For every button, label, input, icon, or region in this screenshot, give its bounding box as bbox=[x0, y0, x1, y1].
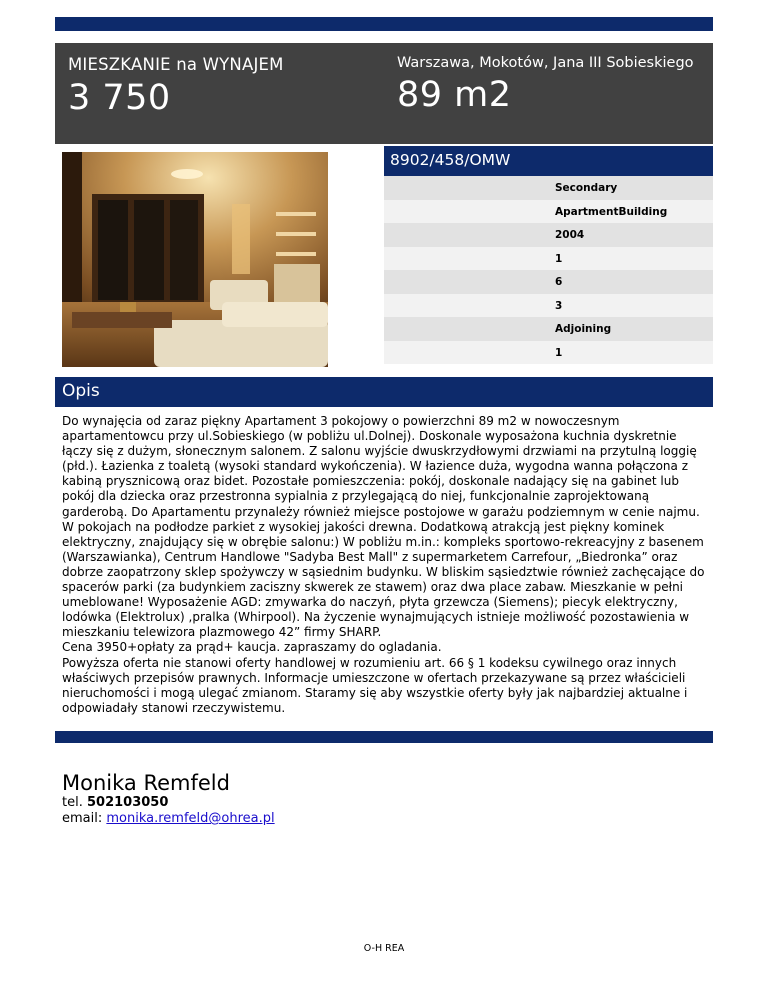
agent-phone: 502103050 bbox=[86, 795, 169, 810]
description-heading: Opis bbox=[62, 381, 100, 401]
reference-bar bbox=[384, 146, 713, 176]
listing-area: 89 m2 bbox=[397, 75, 512, 115]
listing-header bbox=[55, 43, 713, 144]
agent-name: Monika Remfeld bbox=[62, 771, 230, 795]
agent-email-link[interactable]: monika.remfeld@ohrea.pl bbox=[106, 811, 275, 826]
property-value: ApartmentBuilding bbox=[555, 205, 668, 218]
description-header bbox=[55, 377, 713, 407]
property-value: 3 bbox=[555, 299, 563, 312]
property-value: Adjoining bbox=[555, 323, 612, 335]
listing-price: 3 750 bbox=[68, 78, 171, 118]
property-row bbox=[384, 200, 713, 224]
property-table bbox=[384, 176, 713, 364]
agent-email-line bbox=[62, 811, 275, 827]
property-row bbox=[384, 317, 713, 341]
property-row bbox=[384, 247, 713, 271]
description-text bbox=[62, 414, 707, 716]
phone-label: tel. bbox=[62, 795, 83, 810]
property-row bbox=[384, 223, 713, 247]
property-value: Secondary bbox=[555, 182, 618, 194]
property-value: 1 bbox=[555, 252, 563, 265]
property-row bbox=[384, 176, 713, 200]
property-row bbox=[384, 341, 713, 365]
bottom-banner-bar bbox=[55, 731, 713, 743]
email-label: email: bbox=[62, 811, 103, 826]
description-paragraph: Do wynajęcia od zaraz piękny Apartament 3 pokojowy o powierzchni 89 m2 w nowoczesnym apartamentowcu przy ul.Sobieskiego (w pobliżu ul.Dolnej). Doskonale wyposażona kuchnia dyskretnie łączy się z dużym, słonecznym salonem. Z salonu wyjście dwuskrzydłowymi drzwiami na przytulną loggię (płd.). Łazienka z toaletą (wysoki standard wykończenia). W łazience duża, wygodna wanna połączona z kabiną prysznicową oraz bidet. Pozostałe pomieszczenia: pokój, doskonale nadający się na gabinet lub pokój dla dziecka oraz przestronna sypialnia z przylegającą do niej, funkcjonalnie zaprojektowaną garderobą. Do Apartamentu przynależy również miejsce postojowe w garażu podziemnym w cenie najmu. W pokojach na podłodze parkiet z wysokiej jakości drewna. Dodatkową atrakcją jest piękny kominek elektryczny, znajdujący się w obrębie salonu:) W pobliżu m.in.: kompleks sportowo-rekreacyjny z basenem (Warszawianka), Centrum Handlowe "Sadyba Best Mall" z supermarketem Carrefour, „Biedronka” oraz dobrze zaopatrzony sklep spożywczy w sąsiednim budynku. W bliskim sąsiedztwie również zachęcające do spacerów parki (za budynkiem zaciszny skwerek ze stawem) oraz dwa place zabaw. Mieszkanie w pełni umeblowane! Wyposażenie AGD: zmywarka do naczyń, płyta grzewcza (Siemens); piecyk elektryczny, lodówka (Elektrolux) ,pralka (Whirpool). Na życzenie wynajmujących istnieje możliwość pozostawienia w mieszkaniu telewizora plazmowego 42” firmy SHARP. bbox=[62, 414, 705, 640]
description-paragraph: Powyższa oferta nie stanowi oferty handlowej w rozumieniu art. 66 § 1 kodeksu cywilnego oraz innych właściwych przepisów prawnych. Informacje umieszczone w ofertach przekazywane są przez właścicieli nieruchomości i mogą ulegać zmianom. Staramy się aby wszystkie oferty były jak najbardziej aktualne i odpowiadały stanowi rzeczywistemu. bbox=[62, 655, 688, 715]
property-row bbox=[384, 294, 713, 318]
listing-location: Warszawa, Mokotów, Jana III Sobieskiego bbox=[397, 55, 694, 71]
listing-reference: 8902/458/OMW bbox=[390, 151, 511, 169]
property-value: 6 bbox=[555, 276, 563, 288]
top-banner-bar bbox=[55, 17, 713, 31]
apartment-photo bbox=[62, 152, 328, 367]
property-value: 2004 bbox=[555, 229, 585, 241]
description-paragraph: Cena 3950+opłaty za prąd+ kaucja. zapraszamy do ogladania. bbox=[62, 640, 442, 655]
listing-type: MIESZKANIE na WYNAJEM bbox=[68, 55, 284, 74]
property-value: 1 bbox=[555, 346, 563, 359]
property-row bbox=[384, 270, 713, 294]
footer-agency: O-H REA bbox=[363, 943, 405, 954]
agent-contact bbox=[62, 771, 275, 827]
agent-phone-line bbox=[62, 795, 275, 811]
